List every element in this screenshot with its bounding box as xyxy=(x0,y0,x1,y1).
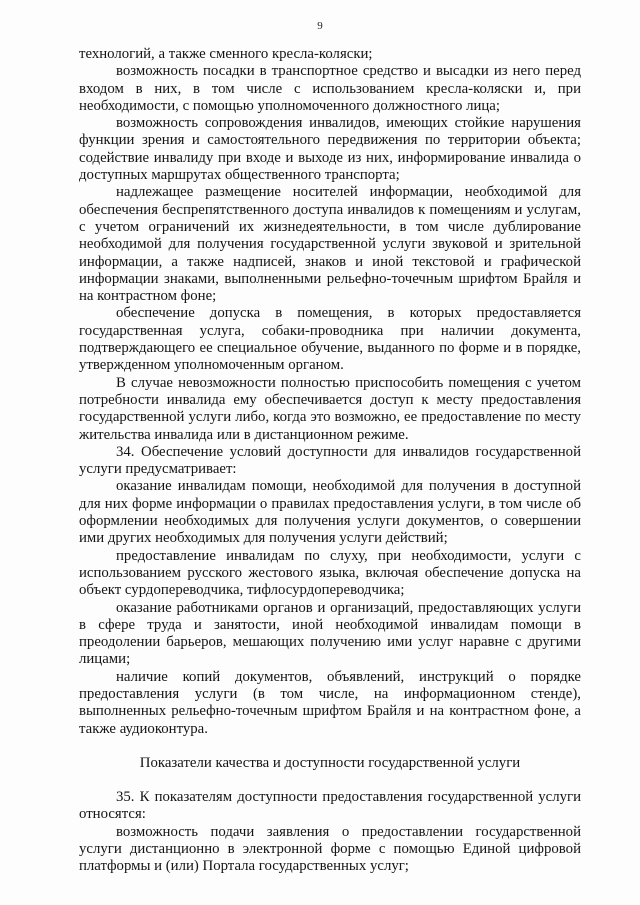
paragraph: обеспечение допуска в помещения, в которых предоставляется государственная услуга, собаки-проводника при наличии документа, подтверждающего ее специальное обучение, выданного по форме и в порядке, утвержденном уполномоченным органом. xyxy=(79,305,581,374)
section-heading: Показатели качества и доступности государственной услуги xyxy=(139,754,521,771)
paragraph: возможность сопровождения инвалидов, имеющих стойкие нарушения функции зрения и самостоятельного передвижения по территории объекта; содействие инвалиду при входе и выходе из них, информирование инвалида о доступных маршрутах общественного транспорта; xyxy=(79,115,581,184)
document-body xyxy=(79,46,581,876)
paragraph: 35. К показателям доступности предоставления государственной услуги относятся: xyxy=(79,789,581,823)
paragraph: возможность посадки в транспортное средство и высадки из него перед входом в них, в том числе с использованием кресла-коляски и, при необходимости, с помощью уполномоченного должностного лица; xyxy=(79,63,581,114)
paragraph: возможность подачи заявления о предоставлении государственной услуги дистанционно в электронной форме с помощью Единой цифровой платформы и (или) Портала государственных услуг; xyxy=(79,823,581,875)
page-number: 9 xyxy=(317,20,323,32)
paragraph: предоставление инвалидам по слуху, при необходимости, услуги с использованием русского жестового языка, включая обеспечение допуска на объект сурдопереводчика, тифлосурдопереводчика; xyxy=(79,547,581,599)
paragraph: 34. Обеспечение условий доступности для инвалидов государственной услуги предусматривает: xyxy=(79,443,581,478)
paragraph: оказание работниками органов и организаций, предоставляющих услуги в сфере труда и занятости, иной необходимой инвалидам помощи в преодолении барьеров, мешающих получению ими услуг наравне с другими лицами; xyxy=(79,599,581,668)
paragraph: В случае невозможности полностью приспособить помещения с учетом потребности инвалида ему обеспечивается доступ к месту предоставления государственной услуги либо, когда это возможно, ее предоставление по месту жительства инвалида или в дистанционном режиме. xyxy=(79,374,581,443)
paragraph: надлежащее размещение носителей информации, необходимой для обеспечения беспрепятственного доступа инвалидов к помещениям и услугам, с учетом ограничений их жизнедеятельности, в том числе дублирование необходимой для получения государственной услуги звуковой и зрительной информации, а также надписей, знаков и иной текстовой и графической информации знаками, выполненными рельефно-точечным шрифтом Брайля и на контрастном фоне; xyxy=(79,184,581,305)
paragraph: наличие копий документов, объявлений, инструкций о порядке предоставления услуги (в том числе, на информационном стенде), выполненных рельефно-точечным шрифтом Брайля и на контрастном фоне, а также аудиоконтура. xyxy=(79,668,581,737)
paragraph: технологий, а также сменного кресла-коляски; xyxy=(79,46,373,62)
paragraph: оказание инвалидам помощи, необходимой для получения в доступной для них форме информации о правилах предоставления услуги, в том числе об оформлении необходимых для получения услуги документов, о совершении ими других необходимых для получения услуги действий; xyxy=(79,478,581,547)
